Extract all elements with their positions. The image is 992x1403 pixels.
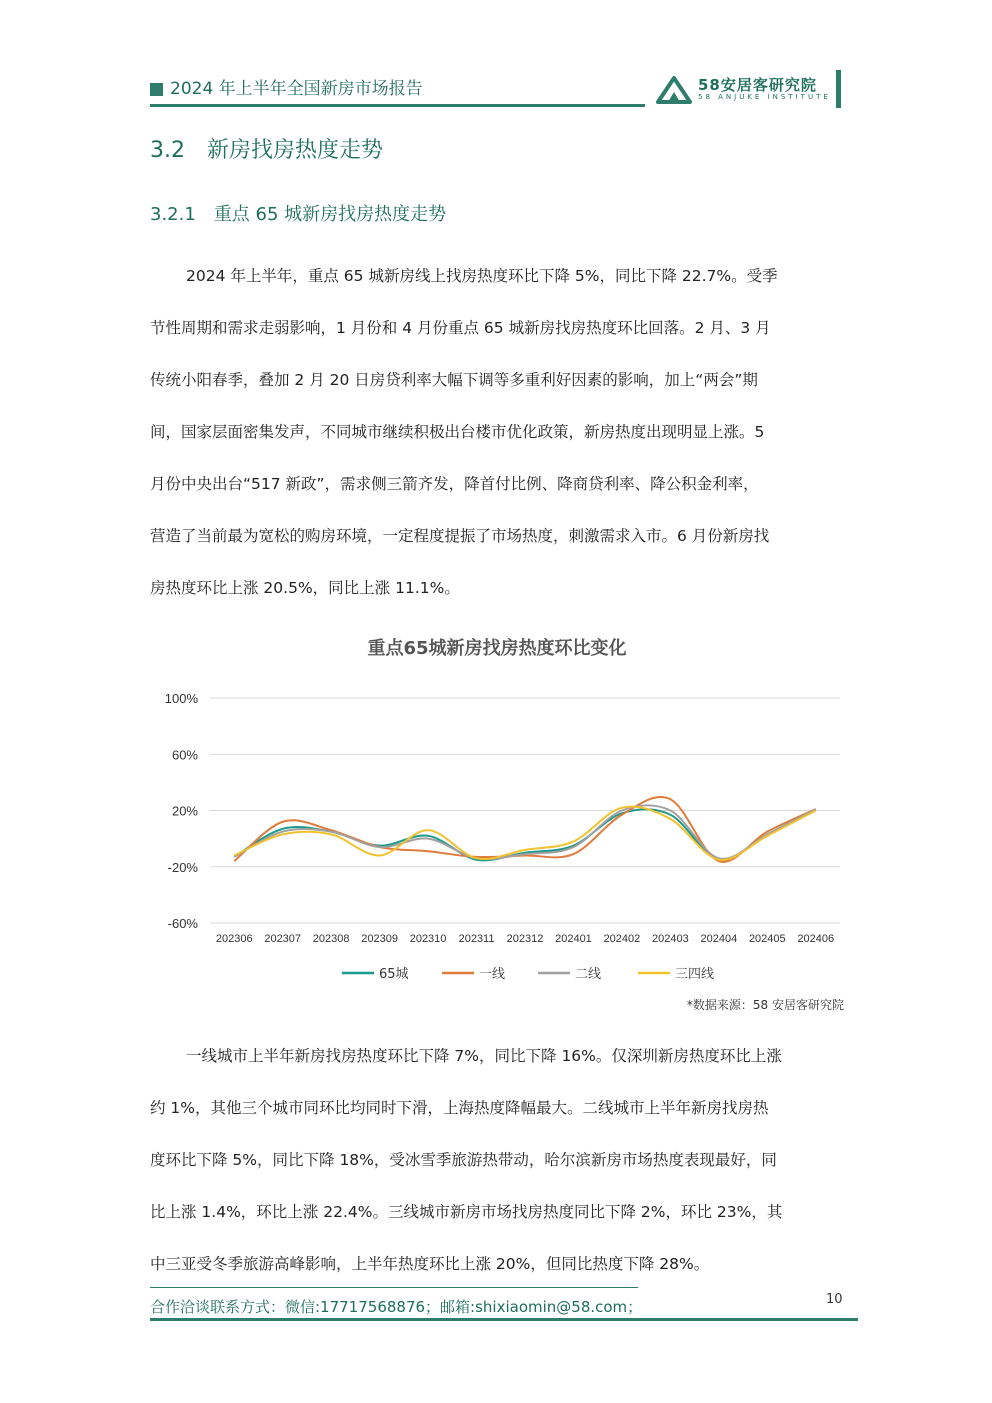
paragraph-line: 比上涨 1.4%，环比上涨 22.4%。三线城市新房市场找房热度同比下降 2%，环比 23%，其 <box>150 1203 783 1221</box>
paragraph-line: 房热度环比上涨 20.5%，同比上涨 11.1%。 <box>150 579 460 597</box>
x-tick-label: 202404 <box>700 933 738 945</box>
footer-band <box>150 1318 858 1321</box>
chart-title: 重点65城新房找房热度环比变化 <box>367 638 627 659</box>
paragraph-line: 中三亚受冬季旅游高峰影响，上半年热度环比上涨 20%，但同比热度下降 28%。 <box>150 1255 710 1273</box>
paragraph-line: 传统小阳春季，叠加 2 月 20 日房贷利率大幅下调等多重利好因素的影响，加上“两会”期 <box>150 371 758 389</box>
y-tick-label: 60% <box>171 747 198 763</box>
paragraph-line: 2024 年上半年，重点 65 城新房线上找房热度环比下降 5%，同比下降 22.7%。受季 <box>186 267 778 285</box>
legend-label: 二线 <box>575 967 602 982</box>
x-tick-label: 202402 <box>603 933 641 945</box>
x-tick-label: 202311 <box>458 933 495 945</box>
paragraph-1 <box>150 250 844 614</box>
x-tick-label: 202306 <box>215 933 253 945</box>
x-tick-label: 202310 <box>409 933 447 945</box>
paragraph-line: 营造了当前最为宽松的购房环境，一定程度提振了市场热度，刺激需求入市。6 月份新房找 <box>150 527 770 545</box>
section-number: 3.2 <box>150 138 185 163</box>
paragraph-line: 间，国家层面密集发声，不同城市继续积极出台楼市优化政策，新房热度出现明显上涨。5 <box>150 423 765 441</box>
footer-divider <box>150 1287 638 1288</box>
legend-label: 三四线 <box>675 967 715 982</box>
subsection-heading <box>150 200 446 226</box>
paragraph-line: 节性周期和需求走弱影响，1 月份和 4 月份重点 65 城新房找房热度环比回落。2 月、3 月 <box>150 319 771 337</box>
page-number: 10 <box>826 1292 843 1307</box>
legend-label: 一线 <box>479 967 506 982</box>
paragraph-line: 约 1%，其他三个城市同环比均同时下滑，上海热度降幅最大。二线城市上半年新房找房热 <box>150 1099 769 1117</box>
x-tick-label: 202405 <box>748 933 786 945</box>
x-tick-label: 202312 <box>506 933 544 945</box>
x-tick-label: 202309 <box>361 933 398 945</box>
y-tick-label: 100% <box>164 691 198 706</box>
x-tick-label: 202403 <box>652 933 689 945</box>
subsection-number: 3.2.1 <box>150 204 196 225</box>
x-tick-label: 202401 <box>555 933 592 945</box>
logo-subtitle: 58 ANJUKE INSTITUTE <box>698 93 831 101</box>
header-divider <box>150 104 645 107</box>
logo-name: 58安居客研究院 <box>698 76 817 94</box>
paragraph-line: 度环比下降 5%，同比下降 18%，受冰雪季旅游热带动，哈尔滨新房市场热度表现最好，同 <box>150 1151 777 1169</box>
report-title: 2024 年上半年全国新房市场报告 <box>170 79 423 99</box>
y-tick-label: -20% <box>167 859 198 875</box>
source-note: *数据来源：58 安居客研究院 <box>686 998 844 1012</box>
paragraph-line: 月份中央出台“517 新政”，需求侧三箭齐发，降首付比例、降商贷利率、降公积金利率， <box>150 475 759 493</box>
x-tick-label: 202307 <box>264 933 302 945</box>
subsection-title: 重点 65 城新房找房热度走势 <box>213 204 447 225</box>
line-chart <box>150 680 844 990</box>
x-tick-label: 202406 <box>797 933 835 945</box>
header-bullet-square <box>150 83 163 96</box>
section-title: 新房找房热度走势 <box>207 138 384 163</box>
y-tick-label: -60% <box>167 916 198 931</box>
x-tick-label: 202308 <box>312 933 350 945</box>
series-line-65城 <box>234 809 816 860</box>
footer-contact: 合作洽谈联系方式：微信:17717568876；邮箱:shixiaomin@58.com； <box>150 1298 643 1316</box>
logo-accent-bar <box>836 70 841 108</box>
house-logo-icon <box>656 74 692 104</box>
legend-label: 65城 <box>379 967 409 982</box>
logo <box>656 74 831 104</box>
section-heading <box>150 133 383 164</box>
paragraph-line: 一线城市上半年新房找房热度环比下降 7%，同比下降 16%。仅深圳新房热度环比上涨 <box>186 1047 782 1065</box>
paragraph-2 <box>150 1030 844 1290</box>
y-tick-label: 20% <box>171 803 198 819</box>
